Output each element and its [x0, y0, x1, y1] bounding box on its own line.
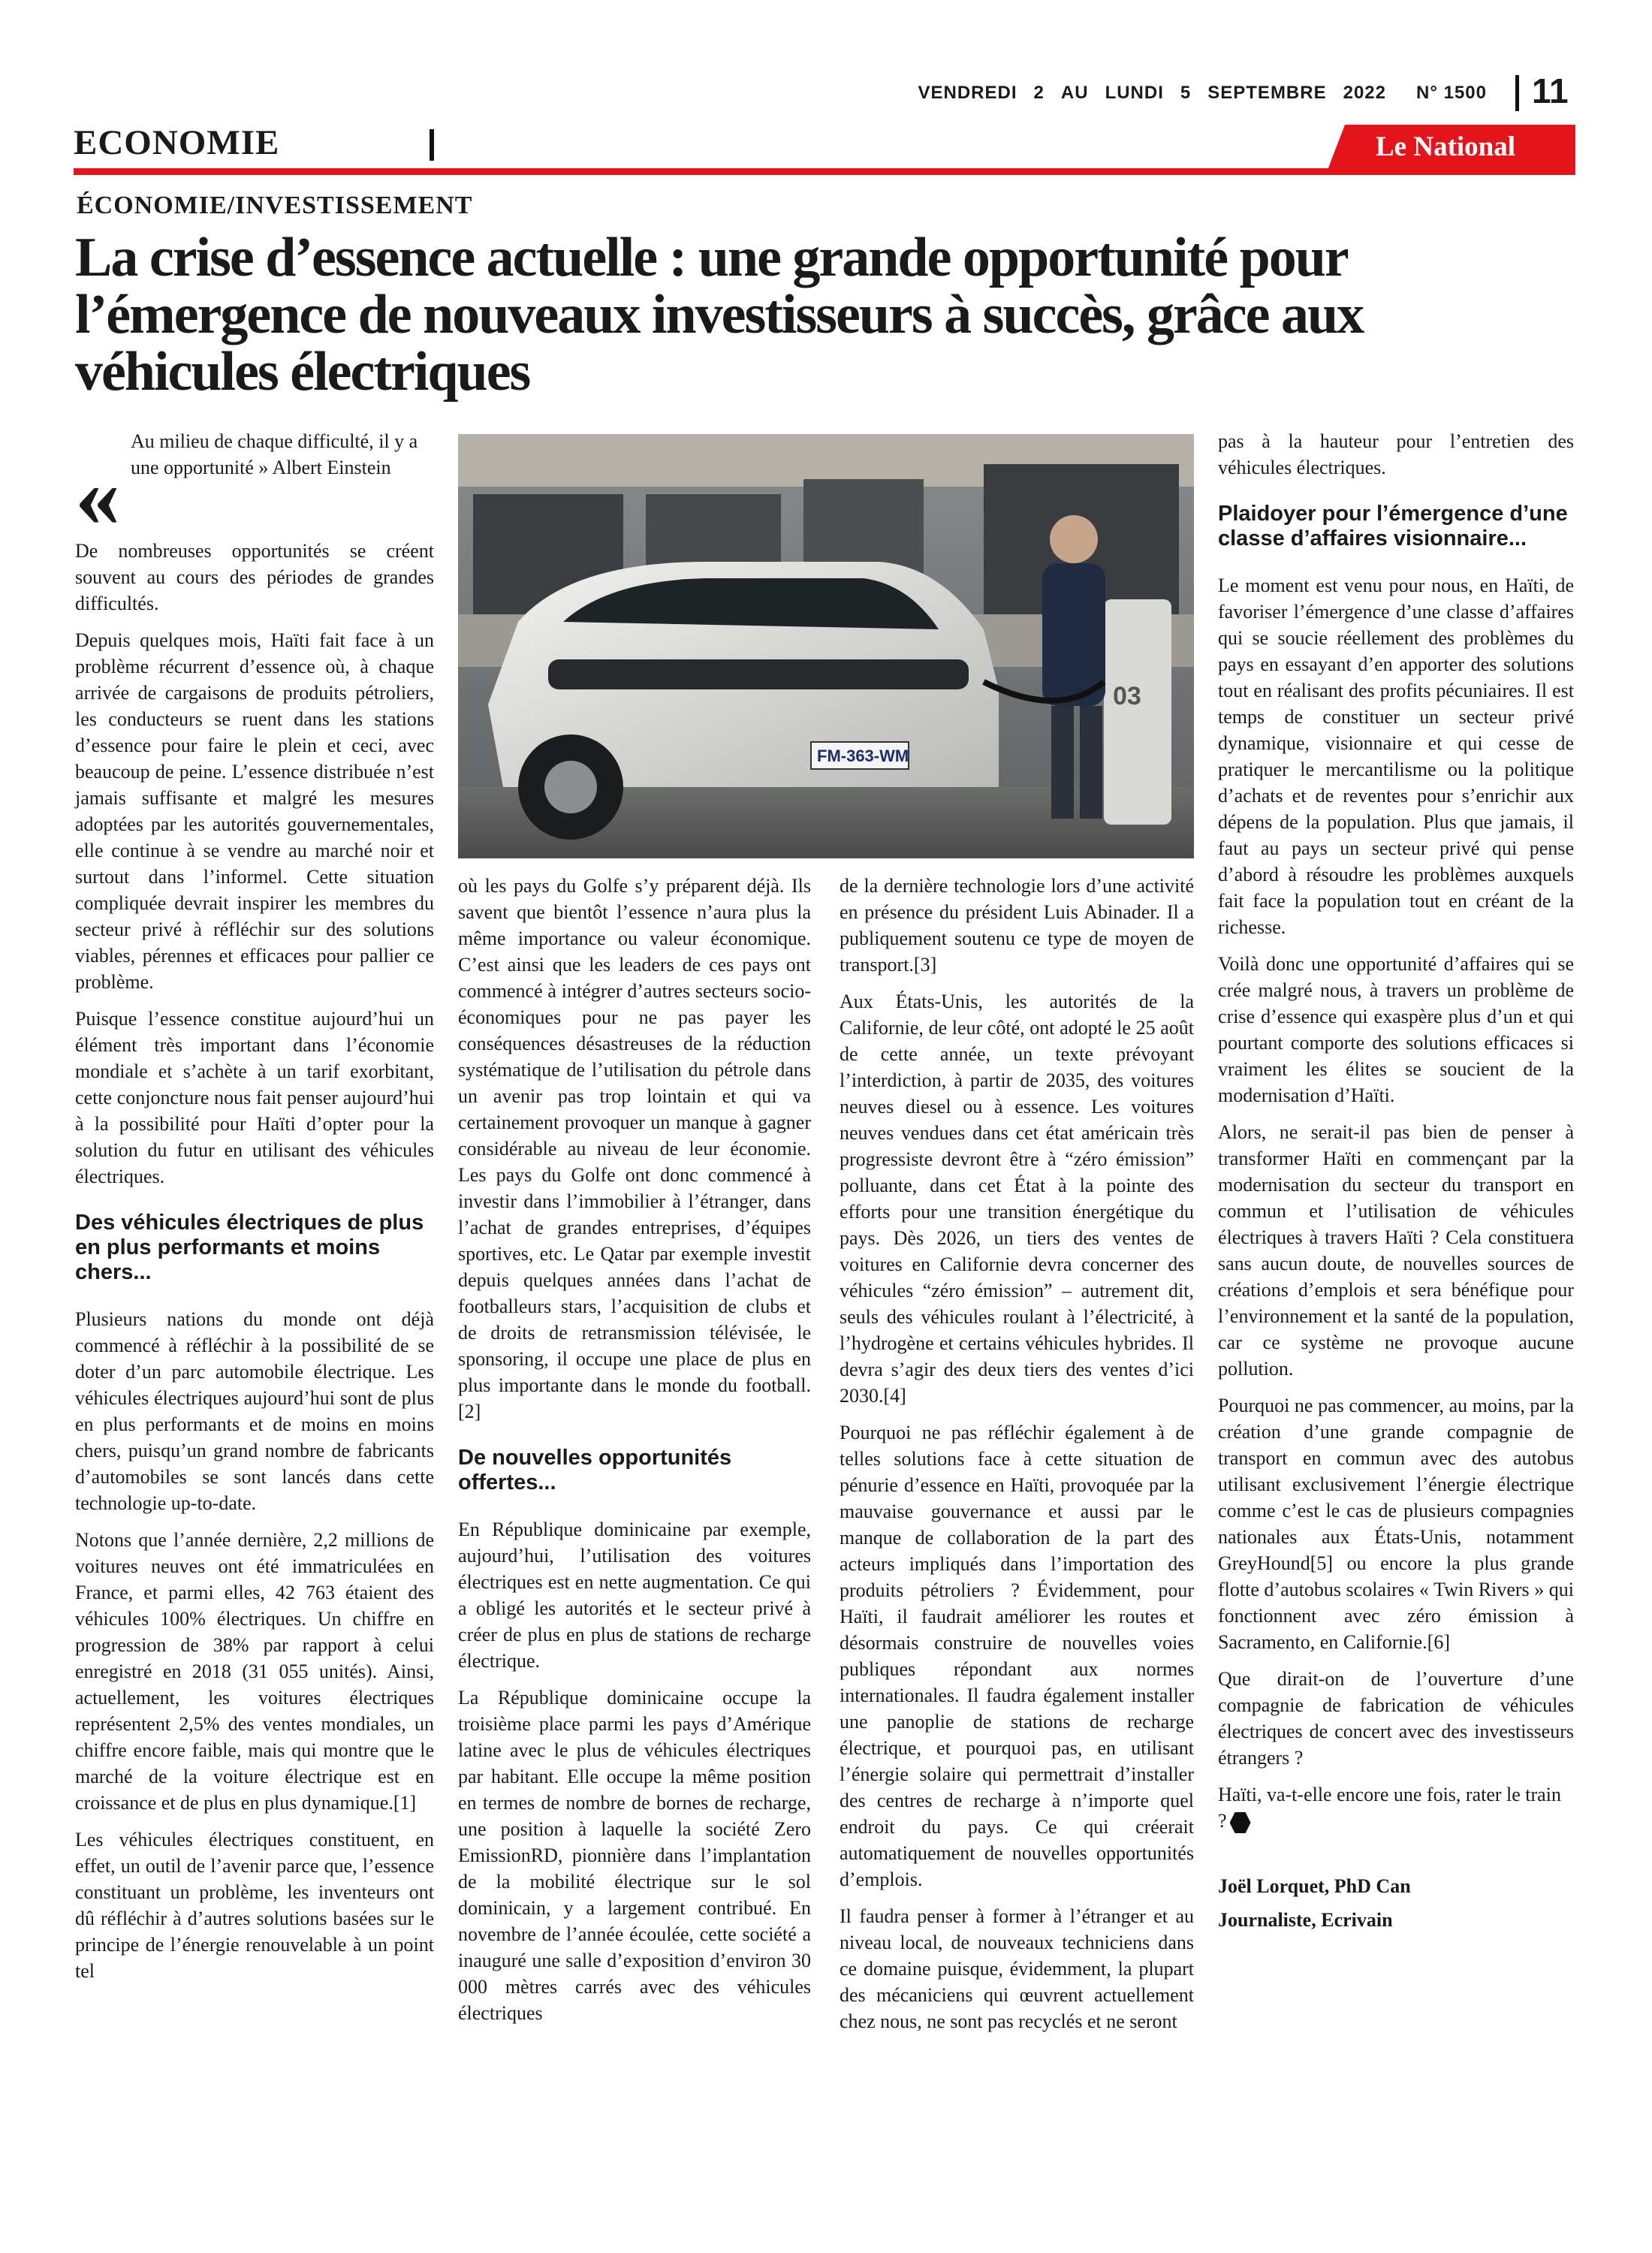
end-mark-icon — [1230, 1812, 1251, 1833]
subheading: Plaidoyer pour l’émergence d’une classe d’affaires visionnaire... — [1218, 502, 1568, 550]
date-day: VENDREDI — [918, 83, 1017, 103]
svg-text:FM-363-WM: FM-363-WM — [817, 746, 909, 765]
author-name: Joël Lorquet, PhD Can — [1218, 1875, 1411, 1897]
paragraph: Alors, ne serait-il pas bien de penser à transformer Haïti en commençant par la modernisation du secteur du transport en commun et l’utilisation de véhicules électriques à travers Haïti ? Cela constituera sans aucun doute, de nouvelles sources de créations d’emplois et sera bénéfique pour l’environnement et la santé de la population, car ce système ne provoque aucune pollution. — [1218, 1121, 1574, 1380]
paragraph: Le moment est venu pour nous, en Haïti, de favoriser l’émergence d’une classe d’affaires qui se soucie réellement des problèmes du pays en essayant d’en apporter des solutions tout en réalisant des profits pécuniaires. Il est temps de constituer un secteur privé dynamique, visionnaire et qui cesse de pratiquer le mercantilisme ou la politique d’achats et de reventes pour s’enrichir aux dépens de la population. Plus que jamais, il faut au pays un secteur privé qui pense d’abord à résoudre les problèmes auxquels fait face la population tout en créant de la richesse. — [1218, 575, 1574, 938]
svg-text:03: 03 — [1113, 682, 1141, 710]
paragraph: pas à la hauteur pour l’entretien des véhicules électriques. — [1218, 430, 1574, 478]
subheading: De nouvelles opportunités offertes... — [458, 1446, 732, 1494]
closing-text: Haïti, va-t-elle encore une fois, rater le train ? — [1218, 1784, 1561, 1832]
date-au: AU — [1060, 83, 1089, 103]
author-role: Journaliste, Ecrivain — [1218, 1909, 1393, 1931]
paragraph: Il faudra penser à former à l’étranger et au niveau local, de nouveaux techniciens dans ce domaine puisque, évidemment, la plupart des mécaniciens qui œuvrent actuellement chez nous, ne sont pas recyclés et ne seront — [840, 1905, 1194, 2032]
paragraph: de la dernière technologie lors d’une activité en présence du président Luis Abinader. Il a publiquement soutenu ce type de moyen de transport.[3] — [840, 875, 1194, 976]
date-month: SEPTEMBRE — [1207, 83, 1327, 103]
paragraph: En République dominicaine par exemple, aujourd’hui, l’utilisation des voitures électriques est en nette augmentation. Ce qui a obligé les autorités et le secteur privé à créer de plus en plus de stations de recharge électrique. — [458, 1519, 811, 1672]
paragraph: où les pays du Golfe s’y préparent déjà. Ils savent que bientôt l’essence n’aura plus la même importance ou valeur économique. C’est ainsi que les leaders de ces pays ont commencé à intégrer d’autres secteurs socio-économiques pour ne pas payer les conséquences désastreuses de la réduction systématique de l’utilisation du pétrole dans un avenir pas trop lointain et qui va certainement provoquer un manque à gagner considérable au niveau de leur économie. Les pays du Golfe ont donc commencé à investir dans l’immobilier à l’étranger, dans l’achat de grandes entreprises, d’équipes sportives, etc. Le Qatar par exemple investit depuis quelques années dans l’achat de footballeurs stars, l’acquisition de clubs et de droits de retransmission télévisée, le sponsoring, il occupe une place de plus en plus importante dans le monde du football.[2] — [458, 875, 811, 1422]
quote-mark: « — [75, 445, 120, 533]
epigraph: Au milieu de chaque difficulté, il y a une opportunité » Albert Einstein — [131, 430, 418, 478]
issue-date — [901, 83, 1487, 104]
paragraph: Voilà donc une opportunité d’affaires qui se crée malgré nous, à travers un problème de crise d’essence qui exaspère plus d’un et qui pourtant comporte des solutions efficaces si vraiment les élites se soucient de la modernisation d’Haïti. — [1218, 953, 1574, 1106]
article-rubric: ÉCONOMIE/INVESTISSEMENT — [77, 192, 473, 219]
author-signature — [1218, 1873, 1574, 1933]
date-day2: LUNDI — [1105, 83, 1164, 103]
paragraph: Que dirait-on de l’ouverture d’une compagnie de fabrication de véhicules électriques de concert avec des investisseurs étrangers ? — [1218, 1668, 1574, 1769]
paragraph: Les véhicules électriques constituent, en effet, un outil de l’avenir parce que, l’essence constituant un problème, les inventeurs ont dû réfléchir à d’autres solutions basées sur le principe de l’énergie renouvelable à un point tel — [75, 1829, 434, 1982]
paragraph: Notons que l’année dernière, 2,2 millions de voitures neuves ont été immatriculées en France, et parmi elles, 42 763 étaient des véhicules 100% électriques. Un chiffre en progression de 38% par rapport à celui enregistré en 2018 (31 055 unités). Ainsi, actuellement, les voitures électriques représentent 2,5% des ventes mondiales, un chiffre encore faible, mais qui montre que le marché de la voiture électrique est en croissance et de plus en plus dynamique.[1] — [75, 1529, 434, 1814]
article-photo — [458, 434, 1194, 858]
column-2 — [458, 873, 811, 2037]
date-num: 2 — [1033, 83, 1045, 103]
paragraph: Pourquoi ne pas commencer, au moins, par la création d’une grande compagnie de transport en commun avec des autobus utilisant exclusivement l’énergie électrique comme c’est le cas de plusieurs compagnies nationales aux États-Unis, notamment GreyHound[5] ou encore la plus grande flotte d’autobus scolaires « Twin Rivers » qui fonctionnent avec zéro émission à Sacramento, en Californie.[6] — [1218, 1395, 1574, 1653]
paragraph: Puisque l’essence constitue aujourd’hui un élément très important dans l’économie mondiale et s’achète à un tarif exorbitant, cette conjoncture nous fait penser aujourd’hui à la possibilité pour Haïti d’opter pour la solution du futur en utilisant des véhicules électriques. — [75, 1008, 434, 1187]
column-1 — [75, 428, 434, 1995]
electric-car-charging-photo — [458, 434, 1194, 858]
column-4 — [1218, 428, 1574, 1941]
column-3 — [840, 873, 1194, 2045]
paragraph: La République dominicaine occupe la troisième place parmi les pays d’Amérique latine avec le plus de véhicules électriques par habitant. Elle occupe la même position en termes de nombre de bornes de recharge, une position à laquelle la société Zero EmissionRD, pionnière dans l’implantation de la mobilité électrique sur le sol dominicain, y a largement contribué. En novembre de l’année écoulée, cette société a inauguré une salle d’exposition d’environ 30 000 mètres carrés avec des véhicules électriques — [458, 1687, 811, 2024]
issue-number: N° 1500 — [1416, 83, 1487, 103]
closing-line — [1218, 1781, 1574, 1834]
section-divider — [430, 129, 434, 161]
page-number-divider — [1515, 75, 1519, 111]
paragraph: Depuis quelques mois, Haïti fait face à un problème récurrent d’essence où, à chaque arrivée de cargaisons de produits pétroliers, les conducteurs se ruent dans les stations d’essence pour faire le plein et ceci, avec beaucoup de peine. L’essence distribuée n’est jamais suffisante et malgré les mesures adoptées par les autorités gouvernementales, elle continue à se vendre au marché noir et surtout dans l’informel. Cette situation compliquée devrait inspirer les membres du secteur privé à réfléchir sur des solutions viables, pérennes et efficaces pour pallier ce problème. — [75, 629, 434, 993]
article-headline: La crise d’essence actuelle : une grande opportunité pour l’émergence de nouveaux investisseurs à succès, grâce aux véhicules électriques — [75, 227, 1364, 403]
paragraph: De nombreuses opportunités se créent souvent au cours des périodes de grandes difficultés. — [75, 540, 434, 614]
paragraph: Pourquoi ne pas réfléchir également à de telles solutions face à cette situation de pénurie d’essence en Haïti, provoquée par la mauvaise gouvernance et aussi par le manque de collaboration de la part des acteurs impliqués dans l’importation des produits pétroliers ? Évidemment, pour Haïti, il faudrait améliorer les routes et désormais construire de nouvelles voies publiques répondant aux normes internationales. Il faudra également installer une panoplie de stations de recharge électrique, et pourquoi pas, en utilisant l’énergie solaire qui permettrait d’installer des centres de recharge à n’importe quel endroit du pays. Ce qui créerait automatiquement de nouvelles opportunités d’emplois. — [840, 1422, 1194, 1890]
paragraph: Plusieurs nations du monde ont déjà commencé à réfléchir à la possibilité de se doter d’un parc automobile électrique. Les véhicules électriques aujourd’hui sont de plus en plus performants et de moins en moins chers, puisqu’un grand nombre de fabricants d’automobiles se sont lancés dans cette technologie up-to-date. — [75, 1308, 434, 1514]
publication-name: Le National — [1376, 131, 1516, 162]
section-title: ECONOMIE — [74, 123, 280, 162]
page-number: 11 — [1532, 71, 1569, 110]
date-year: 2022 — [1343, 83, 1386, 103]
date-num2: 5 — [1180, 83, 1192, 103]
paragraph: Aux États-Unis, les autorités de la Californie, de leur côté, ont adopté le 25 août de cette année, un texte prévoyant l’interdiction, à partir de 2035, des voitures neuves diesel ou à essence. Les voitures neuves vendues dans cet état américain très progressiste devront être à “zéro émission” polluante, dans cet État à la pointe des efforts pour une transition énergétique du pays. Dès 2026, un tiers des ventes de voitures en Californie devra concerner des véhicules “zéro émission” – autrement dit, seuls des véhicules roulant à l’électricité, à l’hydrogène et certains véhicules hybrides. Il devra s’agir des deux tiers des ventes d’ici 2030.[4] — [840, 991, 1194, 1407]
subheading: Des véhicules électriques de plus en plus performants et moins chers... — [75, 1211, 424, 1284]
